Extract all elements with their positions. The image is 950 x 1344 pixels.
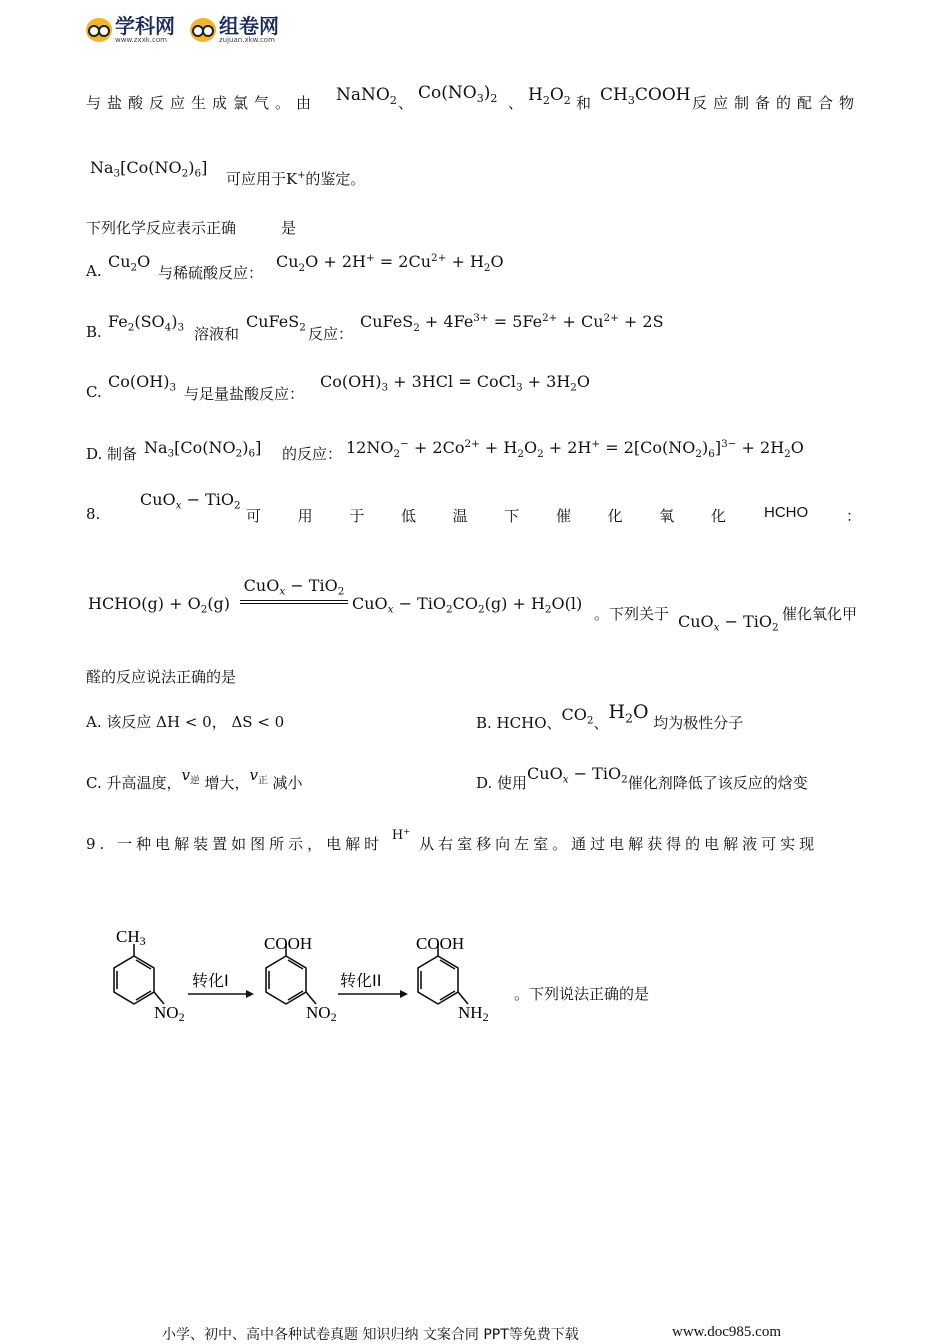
q7-D-equation: $12NO_2^- + 2Co^{2+} + H_2O_2 + 2H^+ = 2[Co(NO_2)_6]^{3-} + 2H_2O$ bbox=[346, 438, 804, 460]
formula-ch3cooh: $CH_3COOH$ bbox=[600, 85, 691, 107]
arrow2-label: 转化II bbox=[340, 971, 382, 990]
formula-nano2: NaNO$_2$ bbox=[336, 85, 397, 107]
q9-tail: 。下列说法正确的是 bbox=[514, 985, 650, 1003]
q8-equation-left: HCHO(g) + $O_2(g)$ bbox=[88, 594, 231, 616]
q8-option-c: C. 升高温度，$v_逆$ 增大，$v_正$ 减小 bbox=[86, 766, 303, 792]
cooh-label-1: COOH bbox=[264, 934, 313, 953]
q8-option-b: B. HCHO、$CO_2$、$H_2O$ 均为极性分子 bbox=[476, 701, 744, 732]
intro-line2: 可应用于K+的鉴定。 bbox=[226, 170, 366, 188]
benzene-ring-3 bbox=[418, 944, 468, 1004]
formula-cufes2: CuFeS$_2$ bbox=[246, 312, 306, 334]
logo-zxxk: 学科网 www.zxxk.com bbox=[86, 16, 175, 44]
footer-text: 小学、初中、高中各种试卷真题 知识归纳 文案合同 PPT等免费下载 bbox=[162, 1327, 579, 1343]
formula-co-no3-2: $Co(NO_3)_2$ bbox=[418, 83, 498, 105]
no2-label-1: NO2 bbox=[154, 1003, 185, 1024]
logo-zujuan: 组卷网 zujuan.xkw.com bbox=[190, 16, 279, 44]
formula-fe2-so4-3: $Fe_2(SO_4)_3$ bbox=[108, 312, 185, 334]
ch3-label: CH3 bbox=[116, 927, 146, 948]
formula-na3-co-no2-6-d: $Na_3[Co(NO_2)_6]$ bbox=[144, 438, 262, 460]
footer-url[interactable]: www.doc985.com bbox=[672, 1324, 782, 1340]
formula-na3-co-no2-6: $Na_3[Co(NO_2)_6]$ bbox=[90, 158, 208, 180]
q8-spread-text: 可 用 于 低 温 下 催 化 氧 化 bbox=[246, 507, 726, 525]
q7-B-equation: CuFeS$_2$ + $4Fe^{3+} = 5Fe^{2+} + Cu^{2+} + 2S$ bbox=[360, 312, 664, 334]
no2-label-2: NO2 bbox=[306, 1003, 337, 1024]
benzene-ring-2 bbox=[266, 944, 316, 1004]
nh2-label: NH2 bbox=[458, 1003, 489, 1024]
q8-option-a: A. 该反应 ΔH < 0， ΔS < 0 bbox=[86, 713, 285, 731]
intro-line1-prefix: 与盐酸反应生成氯气。由 bbox=[86, 94, 318, 112]
formula-co-oh-3: $Co(OH)_3$ bbox=[108, 372, 177, 394]
formula-cu2o: $Cu_2O$ bbox=[108, 252, 151, 274]
arrow1-label: 转化I bbox=[192, 971, 229, 990]
q7-C-equation: $Co(OH)_3 + 3HCl$ = CoCl$_3$ + $3H_2O$ bbox=[320, 372, 591, 394]
owl-icon bbox=[86, 18, 112, 42]
cooh-label-2: COOH bbox=[416, 934, 465, 953]
formula-cuox-tio2-2: CuO$_x$ − TiO$_2$ bbox=[678, 612, 779, 634]
arrowhead-2 bbox=[400, 990, 408, 998]
q7-stem: 下列化学反应表示正确 是 bbox=[86, 219, 297, 237]
q8-equation-right: $CuO_x - TiO_2CO_2(g) + H_2O(l)$ bbox=[352, 594, 583, 616]
q9-line1: 9. 一种电解装置如图所示，电解时 H+ 从右室移向左室。通过电解获得的电解液可实现 bbox=[86, 825, 819, 853]
formula-h2o2: $H_2O_2$ bbox=[528, 85, 571, 107]
q8-option-d: D. 使用CuO$_x$ − TiO$_2$催化剂降低了该反应的焓变 bbox=[476, 764, 808, 792]
q8-equation-catalyst-arrow: CuO$_x$ − TiO$_2$ bbox=[238, 576, 350, 604]
benzene-ring-1 bbox=[114, 944, 164, 1004]
intro-line1-suffix: 反应制备的配合物 bbox=[692, 94, 861, 112]
owl-icon bbox=[190, 18, 216, 42]
reaction-scheme bbox=[96, 926, 516, 1030]
formula-cuox-tio2: CuO$_x$ − TiO$_2$ bbox=[140, 490, 241, 512]
arrowhead-1 bbox=[246, 990, 254, 998]
q7-A-equation: $Cu_2O + 2H^+ = 2Cu^{2+} + H_2O$ bbox=[276, 252, 504, 274]
